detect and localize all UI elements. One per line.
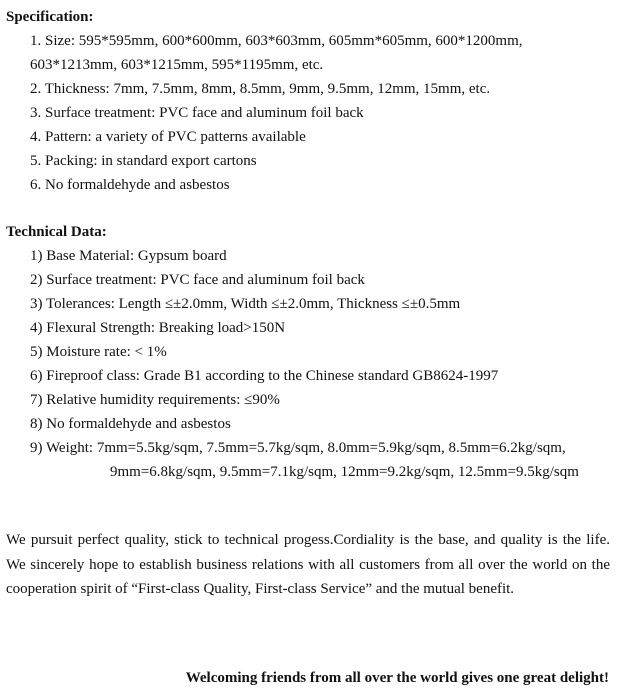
tech-item: 6) Fireproof class: Grade B1 according to the Chinese standard GB8624-1997 <box>30 368 499 384</box>
tech-item: 3) Tolerances: Length ≤±2.0mm, Width ≤±2.0mm, Thickness ≤±0.5mm <box>30 296 461 312</box>
spec-item: 6. No formaldehyde and asbestos <box>30 177 230 193</box>
spec-item: 4. Pattern: a variety of PVC patterns available <box>30 129 306 145</box>
spec-item: 3. Surface treatment: PVC face and aluminum foil back <box>30 105 364 121</box>
closing-slogan: Welcoming friends from all over the world gives one great delight! <box>185 670 609 686</box>
tech-item: 9) Weight: 7mm=5.5kg/sqm, 7.5mm=5.7kg/sqm, 8.0mm=5.9kg/sqm, 8.5mm=6.2kg/sqm, <box>30 440 566 456</box>
tech-item: 7) Relative humidity requirements: ≤90% <box>30 392 280 408</box>
tech-item: 8) No formaldehyde and asbestos <box>30 416 231 432</box>
specification-heading: Specification: <box>6 9 94 25</box>
spec-item: 5. Packing: in standard export cartons <box>30 153 257 169</box>
tech-item: 4) Flexural Strength: Breaking load>150N <box>30 320 286 336</box>
tech-item-continuation: 9mm=6.8kg/sqm, 9.5mm=7.1kg/sqm, 12mm=9.2kg/sqm, 12.5mm=9.5kg/sqm <box>110 464 579 480</box>
tech-item: 5) Moisture rate: < 1% <box>30 344 167 360</box>
technical-data-heading: Technical Data: <box>6 224 107 240</box>
tech-item: 2) Surface treatment: PVC face and aluminum foil back <box>30 272 365 288</box>
spec-item: 603*1213mm, 603*1215mm, 595*1195mm, etc. <box>30 57 324 73</box>
spec-item: 1. Size: 595*595mm, 600*600mm, 603*603mm, 605mm*605mm, 600*1200mm, <box>30 33 523 49</box>
company-paragraph: We pursuit perfect quality, stick to technical progess.Cordiality is the base, and quality is the life. We sincerely hope to establish business relations with all customers from all over the world on the cooperation spirit of “First-class Quality, First-class Service” and the mutual benefit. <box>6 532 610 598</box>
spec-item: 2. Thickness: 7mm, 7.5mm, 8mm, 8.5mm, 9mm, 9.5mm, 12mm, 15mm, etc. <box>30 81 491 97</box>
tech-item: 1) Base Material: Gypsum board <box>30 248 227 264</box>
